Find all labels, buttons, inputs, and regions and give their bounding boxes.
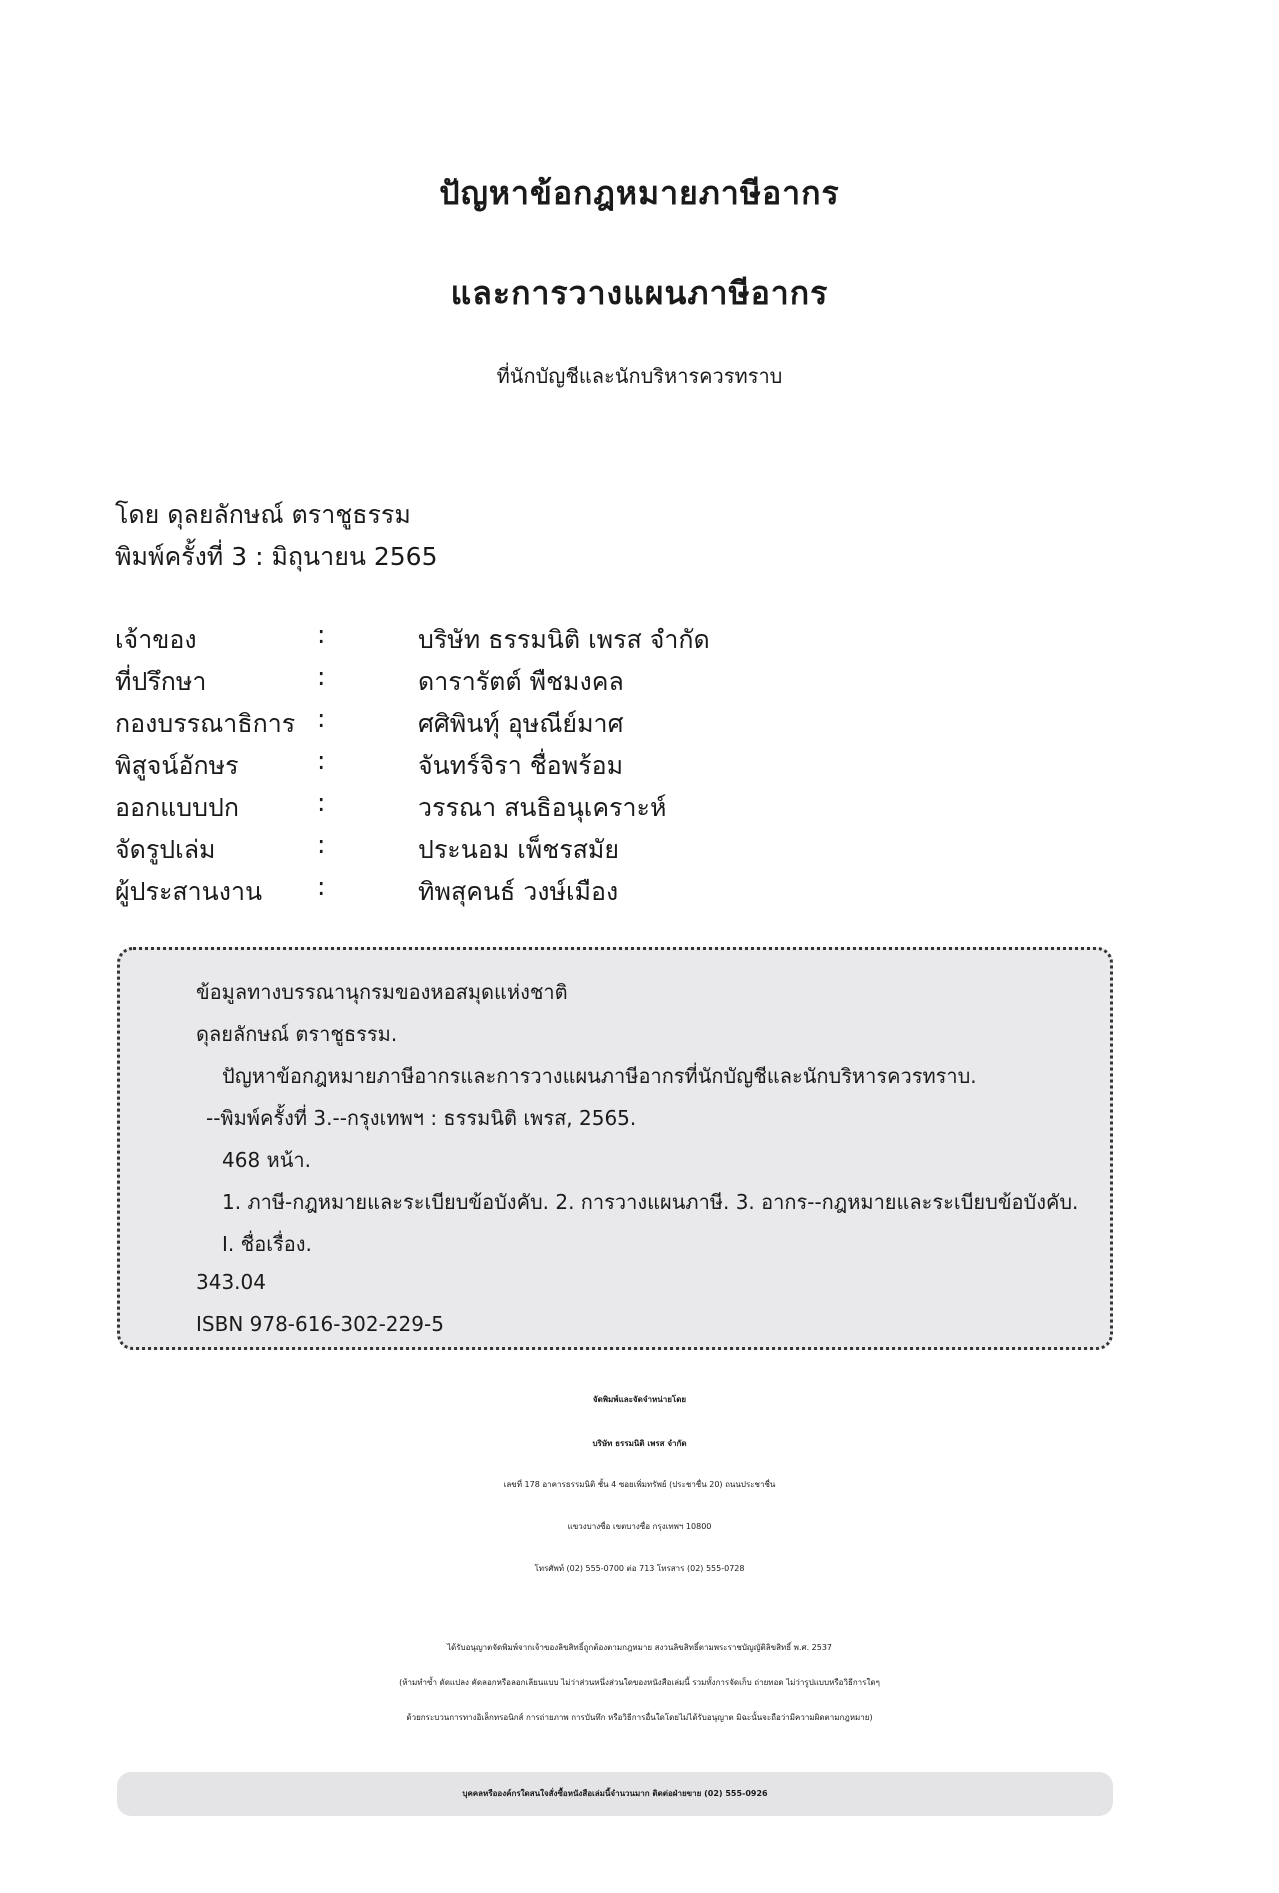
cip-heading: ข้อมูลทางบรรณานุกรมของหอสมุดแห่งชาติ bbox=[196, 980, 568, 1004]
credit-row-layout bbox=[115, 830, 1115, 872]
cip-title: ปัญหาข้อกฎหมายภาษีอากรและการวางแผนภาษีอากรที่นักบัญชีและนักบริหารควรทราบ. bbox=[222, 1064, 977, 1088]
credit-row-cover-design bbox=[115, 788, 1115, 830]
credit-name: จันทร์จิรา ชื่อพร้อม bbox=[418, 751, 624, 780]
credit-row-editorial bbox=[115, 704, 1115, 746]
credit-role: ออกแบบปก bbox=[115, 793, 240, 822]
cip-classification: 343.04 bbox=[196, 1270, 266, 1294]
author-line: โดย ดุลยลักษณ์ ตราชูธรรม bbox=[115, 500, 411, 529]
cip-title-entry: I. ชื่อเรื่อง. bbox=[222, 1232, 312, 1256]
credit-separator: : bbox=[317, 788, 326, 817]
credit-row-owner bbox=[115, 620, 1115, 662]
credit-separator: : bbox=[317, 704, 326, 733]
credit-role: ที่ปรึกษา bbox=[115, 667, 207, 696]
credit-separator: : bbox=[317, 872, 326, 901]
publisher-address-line-2: แขวงบางซื่อ เขตบางซื่อ กรุงเทพฯ 10800 bbox=[567, 1522, 712, 1531]
credits-list bbox=[115, 620, 1115, 914]
cip-imprint: --พิมพ์ครั้งที่ 3.--กรุงเทพฯ : ธรรมนิติ เพรส, 2565. bbox=[206, 1106, 637, 1130]
cip-isbn: ISBN 978-616-302-229-5 bbox=[196, 1312, 444, 1336]
cip-pages: 468 หน้า. bbox=[222, 1148, 311, 1172]
publisher-name: บริษัท ธรรมนิติ เพรส จำกัด bbox=[592, 1439, 687, 1448]
copyright-notice-line-3: ด้วยกระบวนการทางอิเล็กทรอนิกส์ การถ่ายภาพ การบันทึก หรือวิธีการอื่นใดโดยไม่ได้รับอนุญาต มิฉะนั้นจะถือว่ามีความผิดตามกฎหมาย) bbox=[406, 1713, 873, 1722]
credit-role: พิสูจน์อักษร bbox=[115, 751, 239, 780]
credit-row-advisor bbox=[115, 662, 1115, 704]
publisher-phone: โทรศัพท์ (02) 555-0700 ต่อ 713 โทรสาร (02) 555-0728 bbox=[534, 1564, 745, 1573]
credit-role: เจ้าของ bbox=[115, 625, 197, 654]
cip-author: ดุลยลักษณ์ ตราชูธรรม. bbox=[196, 1022, 398, 1046]
publisher-heading: จัดพิมพ์และจัดจำหน่ายโดย bbox=[592, 1395, 687, 1404]
copyright-notice-line-1: ได้รับอนุญาตจัดพิมพ์จากเจ้าของลิขสิทธิ์ถูกต้องตามกฎหมาย สงวนลิขสิทธิ์ตามพระราชบัญญัติลิขสิทธิ์ พ.ศ. 2537 bbox=[446, 1643, 833, 1652]
credit-name: ประนอม เพ็ชรสมัย bbox=[418, 835, 620, 864]
credit-name: ดารารัตต์ พืชมงคล bbox=[418, 667, 624, 696]
copyright-notice-line-2: (ห้ามทำซ้ำ ดัดแปลง คัดลอกหรือลอกเลียนแบบ ไม่ว่าส่วนหนึ่งส่วนใดของหนังสือเล่มนี้ รวมทั้งการจัดเก็บ ถ่ายทอด ไม่ว่ารูปแบบหรือวิธีการใดๆ bbox=[399, 1678, 880, 1687]
publisher-address-line-1: เลขที่ 178 อาคารธรรมนิติ ชั้น 4 ซอยเพิ่มทรัพย์ (ประชาชื่น 20) ถนนประชาชื่น bbox=[503, 1480, 776, 1489]
book-title-line-1: ปัญหาข้อกฎหมายภาษีอากร bbox=[439, 174, 840, 212]
credit-role: จัดรูปเล่ม bbox=[115, 835, 216, 864]
book-title-line-2: และการวางแผนภาษีอากร bbox=[450, 274, 829, 312]
credit-role: กองบรรณาธิการ bbox=[115, 709, 296, 738]
credit-separator: : bbox=[317, 620, 326, 649]
credit-role: ผู้ประสานงาน bbox=[115, 877, 263, 906]
book-subtitle: ที่นักบัญชีและนักบริหารควรทราบ bbox=[496, 364, 783, 388]
credit-separator: : bbox=[317, 662, 326, 691]
credit-name: ศศิพินทุ์ อุษณีย์มาศ bbox=[418, 709, 624, 738]
cataloging-in-publication-box bbox=[117, 947, 1113, 1350]
credit-row-proofreader bbox=[115, 746, 1115, 788]
cip-subjects: 1. ภาษี-กฎหมายและระเบียบข้อบังคับ. 2. การวางแผนภาษี. 3. อากร--กฎหมายและระเบียบข้อบังคับ. bbox=[222, 1190, 1079, 1214]
bulk-order-banner: บุคคลหรือองค์กรใดสนใจสั่งซื้อหนังสือเล่มนี้จำนวนมาก ติดต่อฝ่ายขาย (02) 555-0926 bbox=[117, 1772, 1113, 1816]
credit-separator: : bbox=[317, 830, 326, 859]
credit-separator: : bbox=[317, 746, 326, 775]
credit-row-coordinator bbox=[115, 872, 1115, 914]
credit-name: ทิพสุคนธ์ วงษ์เมือง bbox=[418, 877, 619, 906]
edition-line: พิมพ์ครั้งที่ 3 : มิถุนายน 2565 bbox=[115, 542, 438, 571]
credit-name: บริษัท ธรรมนิติ เพรส จำกัด bbox=[418, 625, 710, 654]
credit-name: วรรณา สนธิอนุเคราะห์ bbox=[418, 793, 667, 822]
